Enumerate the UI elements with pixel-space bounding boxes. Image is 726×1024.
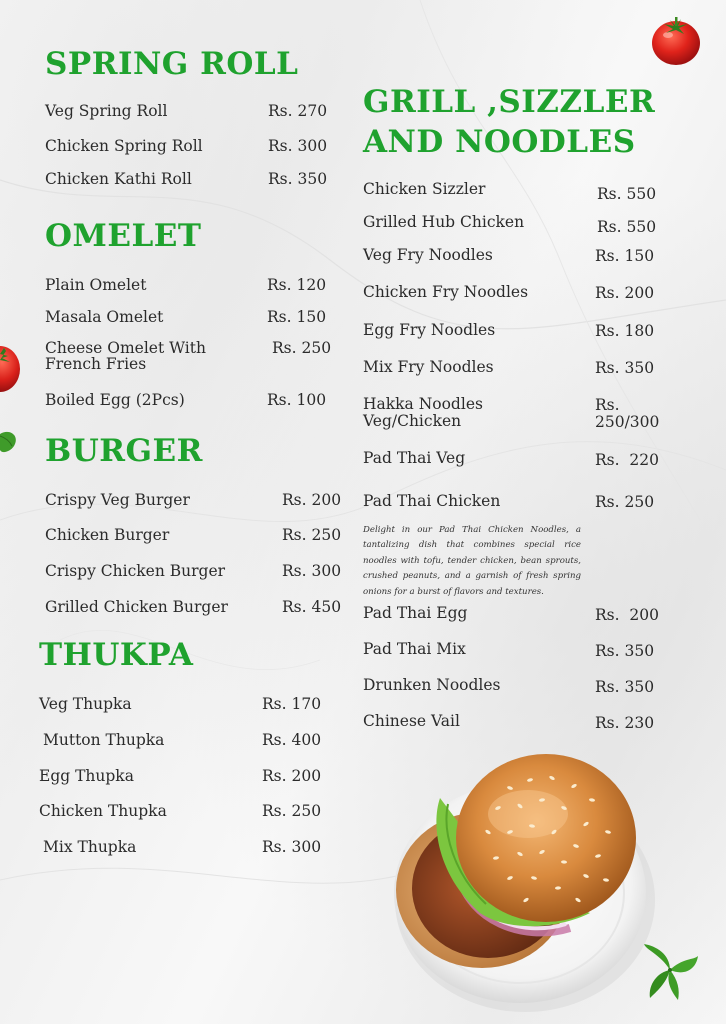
- menu-item-price: Rs. 300: [282, 562, 342, 580]
- menu-item-price: Rs. 180: [595, 322, 655, 340]
- section-title-spring-roll: SPRING ROLL: [45, 46, 299, 82]
- menu-item-price: Rs. 200: [262, 767, 322, 785]
- section-title-grill-line2: AND NOODLES: [363, 124, 636, 160]
- menu-item-price: Rs. 250/300: [595, 396, 660, 431]
- menu-item-name: Egg Fry Noodles: [363, 321, 496, 339]
- menu-item-name: Veg Fry Noodles: [363, 246, 493, 264]
- menu-item-name: Chinese Vail: [363, 712, 460, 730]
- menu-item-price: Rs. 450: [282, 598, 342, 616]
- menu-item-price: Rs. 200: [595, 606, 659, 624]
- menu-item-price: Rs. 230: [595, 714, 655, 732]
- menu-item-price: Rs. 100: [267, 391, 327, 409]
- basil-leaf-icon: [0, 428, 20, 456]
- menu-item-name: Pad Thai Veg: [363, 449, 466, 467]
- section-title-grill: [363, 82, 655, 162]
- menu-item-price: Rs. 200: [595, 284, 655, 302]
- menu-item-price: Rs. 300: [262, 838, 322, 856]
- menu-item-name: Mix Fry Noodles: [363, 358, 494, 376]
- menu-item-name: Grilled Chicken Burger: [45, 598, 228, 616]
- menu-item-name: Masala Omelet: [45, 308, 164, 326]
- menu-item-name: Chicken Thupka: [39, 802, 167, 820]
- menu-item-name: Crispy Chicken Burger: [45, 562, 226, 580]
- menu-item-name: Cheese Omelet With French Fries: [45, 339, 206, 373]
- menu-item-price: Rs. 150: [267, 308, 327, 326]
- menu-item-price: Rs. 250: [282, 526, 342, 544]
- section-title-burger: BURGER: [45, 433, 203, 469]
- menu-item-name: Veg Spring Roll: [45, 102, 168, 120]
- menu-item-price: Rs. 400: [262, 731, 322, 749]
- menu-item-name: Boiled Egg (2Pcs): [45, 391, 185, 409]
- menu-item-name: Plain Omelet: [45, 276, 147, 294]
- menu-item-price: Rs. 350: [268, 170, 328, 188]
- menu-item-name: Pad Thai Egg: [363, 604, 468, 622]
- menu-item-price: Rs. 550: [597, 185, 657, 203]
- menu-item-name: Hakka Noodles Veg/Chicken: [363, 395, 483, 430]
- menu-item-price: Rs. 150: [595, 247, 655, 265]
- menu-item-price: Rs. 250: [262, 802, 322, 820]
- menu-item-name: Chicken Spring Roll: [45, 137, 203, 155]
- menu-item-description: Delight in our Pad Thai Chicken Noodles, a tantalizing dish that combines special rice noodles with tofu, tender chicken, bean sprouts, crushed peanuts, and a garnish of fresh spring onions for a burst of flavors and textures.: [363, 524, 581, 597]
- section-title-omelet: OMELET: [45, 218, 202, 254]
- menu-item-price: Rs. 250: [272, 339, 332, 357]
- section-title-thukpa: THUKPA: [39, 637, 194, 673]
- menu-item-name: Chicken Sizzler: [363, 180, 486, 198]
- menu-item-name: Chicken Fry Noodles: [363, 283, 529, 301]
- menu-item-name: Veg Thupka: [39, 695, 132, 713]
- menu-item-price: Rs. 550: [597, 218, 657, 236]
- menu-item-name: Mix Thupka: [43, 838, 137, 856]
- menu-item-name: Mutton Thupka: [43, 731, 165, 749]
- section-title-grill-line1: GRILL ,SIZZLER: [363, 84, 656, 120]
- menu-item-price: Rs. 170: [262, 695, 322, 713]
- menu-item-name: Drunken Noodles: [363, 676, 501, 694]
- menu-item-price: Rs. 270: [268, 102, 328, 120]
- menu-item-name: Grilled Hub Chicken: [363, 213, 525, 231]
- menu-item-name: Chicken Burger: [45, 526, 170, 544]
- menu-item-price: Rs. 300: [268, 137, 328, 155]
- tomato-icon: [0, 342, 22, 394]
- menu-item-name: Crispy Veg Burger: [45, 491, 190, 509]
- menu-item-price: Rs. 350: [595, 359, 655, 377]
- menu-item-name: Egg Thupka: [39, 767, 134, 785]
- tomato-icon: [648, 14, 704, 68]
- menu-item-price: Rs. 350: [595, 642, 655, 660]
- menu-item-name: Chicken Kathi Roll: [45, 170, 192, 188]
- burger-plate-image: [370, 728, 660, 1018]
- menu-item-name: Pad Thai Mix: [363, 640, 466, 658]
- menu-item-name: Pad Thai Chicken: [363, 492, 501, 510]
- menu-item-price: Rs. 200: [282, 491, 342, 509]
- menu-item-price: Rs. 350: [595, 678, 655, 696]
- menu-item-price: Rs. 250: [595, 493, 655, 511]
- menu-item-price: Rs. 220: [595, 451, 659, 469]
- menu-item-price: Rs. 120: [267, 276, 327, 294]
